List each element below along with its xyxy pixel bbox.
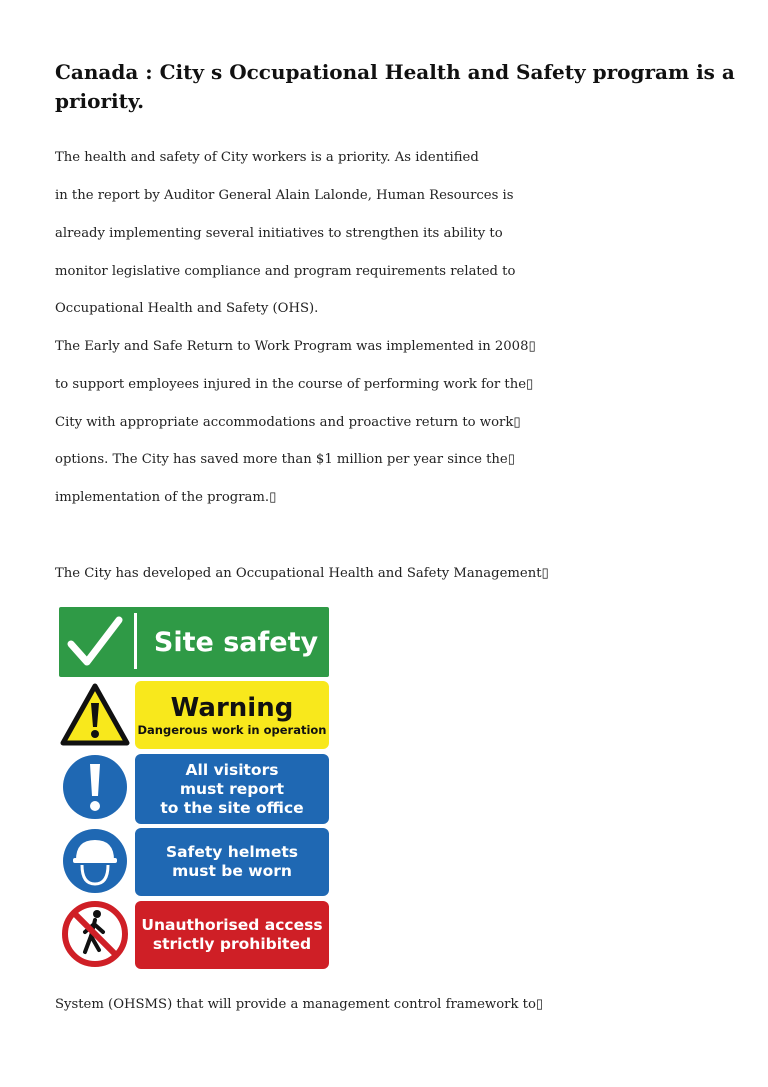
banner-divider bbox=[134, 613, 137, 669]
paragraph-line: The health and safety of City workers is a priority. As identified bbox=[55, 150, 479, 165]
warning-title: Warning bbox=[170, 693, 294, 723]
hard-hat-icon bbox=[59, 828, 130, 894]
site-safety-label: Site safety bbox=[153, 626, 319, 658]
safety-sign-image bbox=[55, 603, 333, 973]
checkmark-icon bbox=[59, 609, 130, 675]
paragraph-line: Occupational Health and Safety (OHS). bbox=[55, 301, 319, 316]
warning-triangle-icon bbox=[59, 682, 130, 748]
paragraph-line: options. The City has saved more than $1 million per year since the▯ bbox=[55, 452, 515, 467]
visitors-line: to the site office bbox=[160, 798, 304, 817]
paragraph-line: implementation of the program.▯ bbox=[55, 490, 277, 505]
helmets-panel bbox=[135, 828, 329, 896]
visitors-line: must report bbox=[179, 779, 285, 798]
access-line: Unauthorised access bbox=[141, 916, 323, 934]
paragraph-line: City with appropriate accommodations and proactive return to work▯ bbox=[55, 415, 521, 430]
exclamation-icon bbox=[59, 754, 130, 820]
helmets-line: Safety helmets bbox=[166, 843, 298, 861]
paragraph-line: The City has developed an Occupational Health and Safety Management▯ bbox=[55, 566, 549, 581]
page-title: Canada : City s Occupational Health and Safety program is a priority. bbox=[55, 60, 735, 113]
warning-subtitle: Dangerous work in operation bbox=[137, 723, 327, 737]
paragraph-line: already implementing several initiatives to strengthen its ability to bbox=[55, 226, 503, 241]
access-panel bbox=[135, 901, 329, 969]
paragraph-line: monitor legislative compliance and program requirements related to bbox=[55, 264, 516, 279]
warning-panel bbox=[135, 681, 329, 749]
access-line: strictly prohibited bbox=[152, 935, 312, 953]
paragraph-line: to support employees injured in the course of performing work for the▯ bbox=[55, 377, 534, 392]
paragraph-line: The Early and Safe Return to Work Program was implemented in 2008▯ bbox=[55, 339, 536, 354]
visitors-line: All visitors bbox=[185, 760, 279, 779]
helmets-line: must be worn bbox=[172, 862, 292, 880]
paragraph-line: System (OHSMS) that will provide a management control framework to▯ bbox=[55, 997, 544, 1012]
visitors-panel bbox=[135, 754, 329, 824]
no-pedestrian-icon bbox=[59, 901, 130, 967]
paragraph-line: in the report by Auditor General Alain Lalonde, Human Resources is bbox=[55, 188, 514, 203]
